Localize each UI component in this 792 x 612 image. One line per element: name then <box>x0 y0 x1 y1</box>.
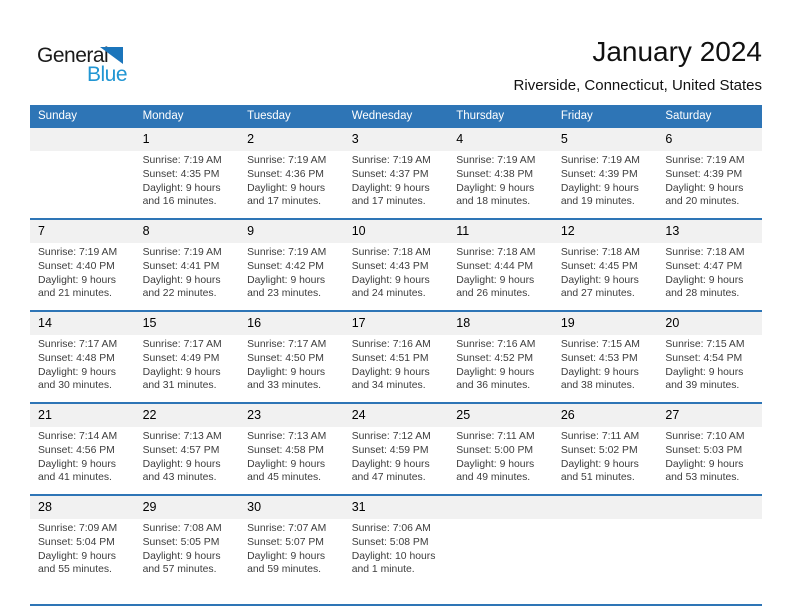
day-details <box>657 519 762 522</box>
day-details <box>448 335 553 393</box>
day-detail-line: Sunrise: 7:13 AM <box>247 431 327 442</box>
day-detail-line: Sunrise: 7:15 AM <box>665 339 745 350</box>
day-cell <box>239 219 344 311</box>
day-detail-line: Sunset: 4:40 PM <box>38 260 115 272</box>
day-detail-line: and 47 minutes. <box>351 472 426 484</box>
day-cell <box>448 311 553 403</box>
day-detail-line: Sunset: 4:58 PM <box>247 444 324 456</box>
day-detail-line: Daylight: 9 hours <box>351 274 430 286</box>
day-detail-line: and 49 minutes. <box>456 472 531 484</box>
page-subtitle: Riverside, Connecticut, United States <box>513 77 762 94</box>
day-detail-line: and 19 minutes. <box>560 196 635 208</box>
day-number: 30 <box>239 496 344 519</box>
day-details <box>553 335 658 393</box>
page-title: January 2024 <box>592 36 762 67</box>
day-detail-line: Daylight: 9 hours <box>560 458 639 470</box>
day-detail-line: Sunrise: 7:10 AM <box>665 431 745 442</box>
day-detail-line: Sunset: 5:08 PM <box>351 536 429 548</box>
day-detail-line: Sunrise: 7:16 AM <box>351 339 431 350</box>
day-detail-line: Daylight: 9 hours <box>351 366 430 378</box>
day-detail-line: and 59 minutes. <box>247 564 322 576</box>
day-detail-line: Sunset: 5:04 PM <box>38 536 115 548</box>
weekday-header <box>30 105 762 127</box>
day-detail-line: Daylight: 9 hours <box>456 458 535 470</box>
day-cell <box>30 127 135 219</box>
day-detail-line: Sunset: 5:00 PM <box>456 444 534 456</box>
day-detail-line: and 51 minutes. <box>560 472 635 484</box>
day-number: 24 <box>344 404 449 427</box>
general-blue-logo <box>37 44 177 84</box>
day-details <box>448 427 553 485</box>
day-detail-line: Sunrise: 7:18 AM <box>351 247 431 258</box>
day-detail-line: Sunrise: 7:19 AM <box>247 247 327 258</box>
day-detail-line: Sunset: 4:39 PM <box>665 168 743 180</box>
day-detail-line: Sunrise: 7:17 AM <box>142 339 222 350</box>
day-cell <box>30 403 135 495</box>
day-cell <box>553 311 658 403</box>
day-details <box>344 335 449 393</box>
day-details <box>553 427 658 485</box>
day-cell <box>344 495 449 586</box>
weekday-label: Saturday <box>657 105 762 127</box>
day-number: 15 <box>135 312 240 335</box>
weekday-label: Thursday <box>448 105 553 127</box>
logo-text-blue: Blue <box>87 63 128 86</box>
day-number: 26 <box>553 404 658 427</box>
day-details <box>239 151 344 209</box>
day-detail-line: Sunrise: 7:19 AM <box>560 155 640 166</box>
weekday-label: Wednesday <box>344 105 449 127</box>
day-cell <box>657 311 762 403</box>
day-detail-line: Sunrise: 7:07 AM <box>247 523 327 534</box>
logo-text-general: General <box>37 44 109 67</box>
day-detail-line: Sunset: 4:56 PM <box>38 444 115 456</box>
day-detail-line: Daylight: 9 hours <box>456 366 535 378</box>
day-cell <box>239 403 344 495</box>
day-cell <box>30 495 135 586</box>
day-cell <box>135 495 240 586</box>
day-detail-line: Sunrise: 7:17 AM <box>247 339 327 350</box>
day-number: 17 <box>344 312 449 335</box>
day-cell <box>344 127 449 219</box>
day-number: 21 <box>30 404 135 427</box>
day-detail-line: and 17 minutes. <box>247 196 322 208</box>
day-detail-line: Daylight: 9 hours <box>456 182 535 194</box>
day-cell <box>344 311 449 403</box>
day-details <box>239 335 344 393</box>
day-details <box>135 427 240 485</box>
day-detail-line: Sunrise: 7:19 AM <box>665 155 745 166</box>
day-detail-line: and 31 minutes. <box>142 380 217 392</box>
day-detail-line: Sunset: 4:35 PM <box>142 168 220 180</box>
day-cell <box>239 311 344 403</box>
weekday-label: Tuesday <box>239 105 344 127</box>
day-details <box>344 151 449 209</box>
day-detail-line: Daylight: 9 hours <box>38 458 116 470</box>
day-detail-line: and 20 minutes. <box>665 196 740 208</box>
day-detail-line: Sunrise: 7:09 AM <box>38 523 118 534</box>
day-cell <box>448 403 553 495</box>
day-detail-line: Sunrise: 7:19 AM <box>142 155 222 166</box>
day-number: 18 <box>448 312 553 335</box>
day-detail-line: Sunrise: 7:19 AM <box>456 155 536 166</box>
day-details <box>30 519 135 577</box>
day-detail-line: Daylight: 9 hours <box>142 366 221 378</box>
day-detail-line: Sunset: 5:02 PM <box>560 444 638 456</box>
day-detail-line: Sunset: 4:41 PM <box>142 260 220 272</box>
day-detail-line: and 34 minutes. <box>351 380 426 392</box>
day-number: 12 <box>553 220 658 243</box>
day-detail-line: and 43 minutes. <box>142 472 217 484</box>
day-details <box>344 243 449 301</box>
day-detail-line: Sunrise: 7:08 AM <box>142 523 222 534</box>
day-detail-line: Sunset: 4:36 PM <box>247 168 324 180</box>
day-number <box>553 496 658 519</box>
day-cell <box>135 127 240 219</box>
day-cell <box>448 127 553 219</box>
day-detail-line: and 36 minutes. <box>456 380 531 392</box>
day-details <box>553 151 658 209</box>
day-number: 23 <box>239 404 344 427</box>
day-details <box>553 519 658 522</box>
day-cell <box>657 403 762 495</box>
calendar-table <box>30 105 762 586</box>
day-detail-line: Sunset: 4:59 PM <box>351 444 429 456</box>
week-row <box>30 495 762 586</box>
day-number: 31 <box>344 496 449 519</box>
day-detail-line: Sunset: 4:37 PM <box>351 168 429 180</box>
day-number: 13 <box>657 220 762 243</box>
day-detail-line: Daylight: 9 hours <box>247 458 326 470</box>
day-detail-line: Sunset: 4:57 PM <box>142 444 220 456</box>
day-detail-line: and 24 minutes. <box>351 288 426 300</box>
day-detail-line: and 23 minutes. <box>247 288 322 300</box>
day-detail-line: Daylight: 9 hours <box>456 274 535 286</box>
day-cell <box>657 219 762 311</box>
day-details <box>30 427 135 485</box>
day-details <box>239 427 344 485</box>
day-detail-line: Sunrise: 7:13 AM <box>142 431 222 442</box>
day-detail-line: Daylight: 10 hours <box>351 550 436 562</box>
day-number: 8 <box>135 220 240 243</box>
day-number: 11 <box>448 220 553 243</box>
day-detail-line: Daylight: 9 hours <box>351 182 430 194</box>
day-cell <box>135 311 240 403</box>
day-number: 19 <box>553 312 658 335</box>
day-details <box>239 519 344 577</box>
day-detail-line: Sunrise: 7:12 AM <box>351 431 431 442</box>
day-detail-line: and 33 minutes. <box>247 380 322 392</box>
day-detail-line: Daylight: 9 hours <box>38 366 116 378</box>
day-detail-line: Daylight: 9 hours <box>247 274 326 286</box>
day-detail-line: Sunrise: 7:19 AM <box>351 155 431 166</box>
day-detail-line: Daylight: 9 hours <box>560 182 639 194</box>
day-number <box>657 496 762 519</box>
day-details <box>30 243 135 301</box>
day-detail-line: Sunset: 4:44 PM <box>456 260 534 272</box>
day-cell <box>448 219 553 311</box>
day-details <box>30 151 135 154</box>
day-detail-line: and 30 minutes. <box>38 380 112 392</box>
day-cell <box>344 403 449 495</box>
day-detail-line: and 39 minutes. <box>665 380 740 392</box>
day-detail-line: Sunset: 4:47 PM <box>665 260 743 272</box>
day-cell <box>553 219 658 311</box>
day-number: 2 <box>239 128 344 151</box>
day-detail-line: and 57 minutes. <box>142 564 217 576</box>
day-details <box>344 427 449 485</box>
title-block <box>514 36 762 94</box>
day-number <box>448 496 553 519</box>
day-details <box>239 243 344 301</box>
day-detail-line: Sunset: 4:51 PM <box>351 352 429 364</box>
day-detail-line: Sunset: 4:42 PM <box>247 260 324 272</box>
day-number: 29 <box>135 496 240 519</box>
day-detail-line: Sunset: 4:43 PM <box>351 260 429 272</box>
weekday-label: Friday <box>553 105 658 127</box>
day-number: 1 <box>135 128 240 151</box>
week-row <box>30 127 762 219</box>
day-detail-line: and 45 minutes. <box>247 472 322 484</box>
day-detail-line: and 21 minutes. <box>38 288 112 300</box>
day-detail-line: Sunrise: 7:16 AM <box>456 339 536 350</box>
day-detail-line: Daylight: 9 hours <box>142 458 221 470</box>
weekday-header-row <box>30 105 762 127</box>
day-detail-line: Sunrise: 7:19 AM <box>142 247 222 258</box>
day-details <box>30 335 135 393</box>
day-cell <box>239 127 344 219</box>
day-detail-line: Daylight: 9 hours <box>560 274 639 286</box>
day-number: 7 <box>30 220 135 243</box>
day-number: 9 <box>239 220 344 243</box>
day-number: 20 <box>657 312 762 335</box>
day-detail-line: Sunrise: 7:18 AM <box>456 247 536 258</box>
day-detail-line: and 26 minutes. <box>456 288 531 300</box>
day-detail-line: and 28 minutes. <box>665 288 740 300</box>
week-row <box>30 403 762 495</box>
day-details <box>657 151 762 209</box>
weekday-label: Sunday <box>30 105 135 127</box>
day-detail-line: Sunrise: 7:17 AM <box>38 339 118 350</box>
day-details <box>553 243 658 301</box>
day-detail-line: Daylight: 9 hours <box>38 274 116 286</box>
day-number: 14 <box>30 312 135 335</box>
day-detail-line: Daylight: 9 hours <box>247 550 326 562</box>
day-number: 4 <box>448 128 553 151</box>
day-detail-line: Daylight: 9 hours <box>665 182 744 194</box>
day-detail-line: and 22 minutes. <box>142 288 217 300</box>
day-details <box>135 519 240 577</box>
day-details <box>135 243 240 301</box>
day-detail-line: Sunset: 4:45 PM <box>560 260 638 272</box>
day-detail-line: Sunset: 4:48 PM <box>38 352 115 364</box>
day-cell <box>135 403 240 495</box>
day-detail-line: and 55 minutes. <box>38 564 112 576</box>
day-detail-line: Daylight: 9 hours <box>247 182 326 194</box>
day-number: 16 <box>239 312 344 335</box>
day-number: 6 <box>657 128 762 151</box>
day-cell <box>553 127 658 219</box>
day-detail-line: Sunset: 4:39 PM <box>560 168 638 180</box>
day-details <box>448 243 553 301</box>
day-detail-line: Daylight: 9 hours <box>560 366 639 378</box>
day-detail-line: and 38 minutes. <box>560 380 635 392</box>
day-detail-line: Sunset: 4:52 PM <box>456 352 534 364</box>
day-details <box>657 335 762 393</box>
day-number: 5 <box>553 128 658 151</box>
day-detail-line: Daylight: 9 hours <box>351 458 430 470</box>
day-detail-line: Sunrise: 7:11 AM <box>456 431 535 442</box>
day-detail-line: Daylight: 9 hours <box>665 274 744 286</box>
day-detail-line: Sunset: 4:54 PM <box>665 352 743 364</box>
day-detail-line: Sunset: 5:07 PM <box>247 536 324 548</box>
day-number: 3 <box>344 128 449 151</box>
day-number: 22 <box>135 404 240 427</box>
day-cell <box>553 403 658 495</box>
day-details <box>135 335 240 393</box>
day-cell <box>30 219 135 311</box>
day-cell <box>344 219 449 311</box>
day-detail-line: Daylight: 9 hours <box>142 274 221 286</box>
day-detail-line: and 18 minutes. <box>456 196 531 208</box>
day-detail-line: and 53 minutes. <box>665 472 740 484</box>
day-detail-line: Sunset: 4:49 PM <box>142 352 220 364</box>
day-cell <box>135 219 240 311</box>
day-number: 28 <box>30 496 135 519</box>
day-details <box>344 519 449 577</box>
day-detail-line: Daylight: 9 hours <box>247 366 326 378</box>
day-detail-line: and 16 minutes. <box>142 196 217 208</box>
week-row <box>30 219 762 311</box>
day-detail-line: Daylight: 9 hours <box>142 550 221 562</box>
day-detail-line: Daylight: 9 hours <box>142 182 221 194</box>
day-cell <box>30 311 135 403</box>
day-detail-line: Sunrise: 7:18 AM <box>665 247 745 258</box>
day-detail-line: Sunset: 5:05 PM <box>142 536 220 548</box>
day-details <box>657 243 762 301</box>
day-number: 25 <box>448 404 553 427</box>
day-detail-line: Sunset: 5:03 PM <box>665 444 743 456</box>
day-cell <box>239 495 344 586</box>
day-detail-line: Sunset: 4:50 PM <box>247 352 324 364</box>
day-detail-line: Sunset: 4:53 PM <box>560 352 638 364</box>
day-detail-line: Sunset: 4:38 PM <box>456 168 534 180</box>
day-detail-line: and 41 minutes. <box>38 472 112 484</box>
day-details <box>135 151 240 209</box>
week-row <box>30 311 762 403</box>
day-detail-line: Daylight: 9 hours <box>665 458 744 470</box>
calendar-body <box>30 127 762 586</box>
day-cell <box>657 127 762 219</box>
day-cell <box>448 495 553 586</box>
day-number: 10 <box>344 220 449 243</box>
day-detail-line: Sunrise: 7:15 AM <box>560 339 640 350</box>
weekday-label: Monday <box>135 105 240 127</box>
day-detail-line: Sunrise: 7:06 AM <box>351 523 431 534</box>
day-number <box>30 128 135 151</box>
day-detail-line: Sunrise: 7:14 AM <box>38 431 118 442</box>
day-detail-line: Sunrise: 7:18 AM <box>560 247 640 258</box>
day-detail-line: Sunrise: 7:19 AM <box>247 155 327 166</box>
day-cell <box>657 495 762 586</box>
day-detail-line: and 27 minutes. <box>560 288 635 300</box>
day-details <box>448 151 553 209</box>
day-detail-line: Sunrise: 7:11 AM <box>560 431 640 442</box>
day-detail-line: Sunrise: 7:19 AM <box>38 247 118 258</box>
day-detail-line: Daylight: 9 hours <box>665 366 744 378</box>
day-detail-line: and 17 minutes. <box>351 196 426 208</box>
footer-rule <box>30 604 762 606</box>
day-number: 27 <box>657 404 762 427</box>
day-details <box>448 519 553 522</box>
day-detail-line: and 1 minute. <box>351 564 415 576</box>
day-detail-line: Daylight: 9 hours <box>38 550 116 562</box>
day-cell <box>553 495 658 586</box>
day-details <box>657 427 762 485</box>
